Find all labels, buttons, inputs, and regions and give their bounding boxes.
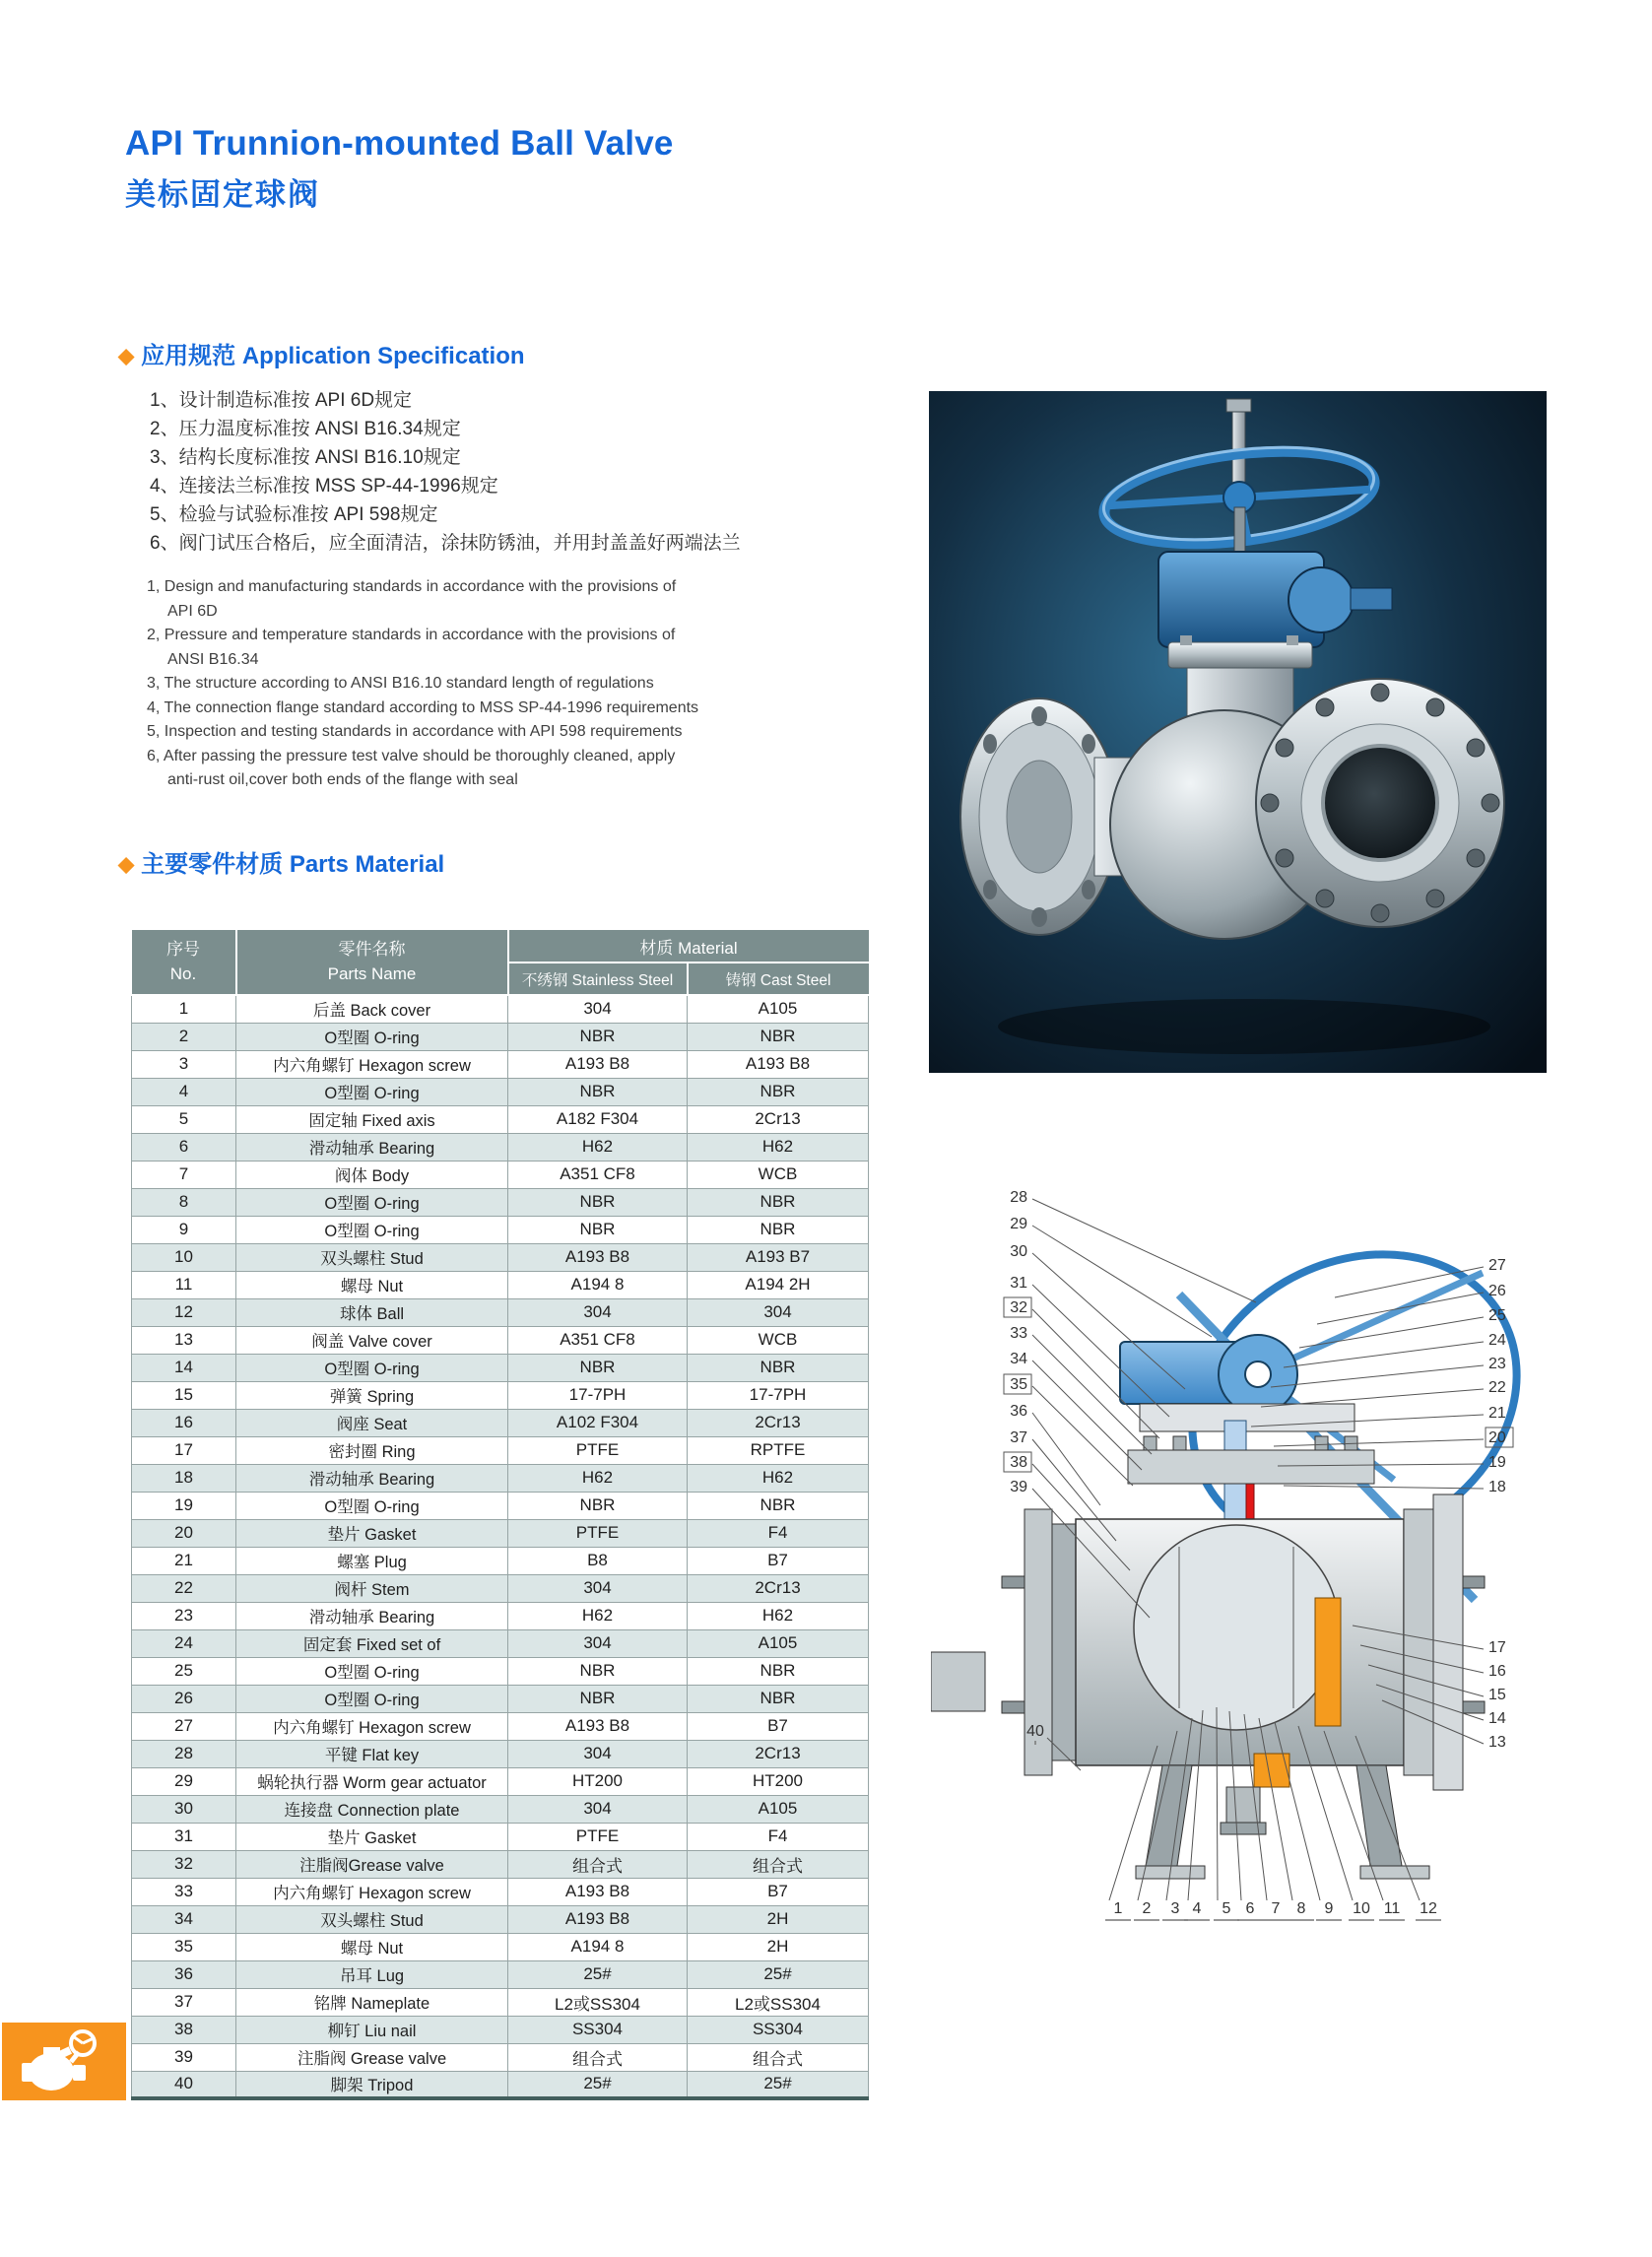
application-spec-item-en: 4, The connection flange standard according to MSS SP-44-1996 requirements xyxy=(147,698,699,716)
material-stainless: 17-7PH xyxy=(508,1381,688,1409)
material-cast: H62 xyxy=(688,1464,869,1492)
part-no: 6 xyxy=(132,1133,236,1161)
parts-table-row xyxy=(132,2043,869,2071)
column-header-stainless-steel: 不绣钢 Stainless Steel xyxy=(508,963,688,995)
material-cast: NBR xyxy=(688,1023,869,1050)
diagram-callout: 3 xyxy=(1170,1900,1180,1917)
material-cast: H62 xyxy=(688,1133,869,1161)
material-stainless: H62 xyxy=(508,1602,688,1629)
diagram-callout: 16 xyxy=(1488,1663,1506,1680)
part-no: 1 xyxy=(132,995,236,1023)
diagram-callout: 14 xyxy=(1488,1710,1506,1727)
diagram-callout: 15 xyxy=(1488,1687,1506,1703)
material-stainless: 组合式 xyxy=(508,2043,688,2071)
part-name: 内六角螺钉 Hexagon screw xyxy=(236,1050,508,1078)
material-cast: RPTFE xyxy=(688,1436,869,1464)
material-stainless: PTFE xyxy=(508,1823,688,1850)
parts-table-row xyxy=(132,1354,869,1381)
parts-table-row xyxy=(132,1629,869,1657)
part-no: 35 xyxy=(132,1933,236,1960)
part-no: 34 xyxy=(132,1905,236,1933)
part-name: 阀盖 Valve cover xyxy=(236,1326,508,1354)
material-cast: 组合式 xyxy=(688,2043,869,2071)
parts-table-row xyxy=(132,1823,869,1850)
part-name: 双头螺柱 Stud xyxy=(236,1905,508,1933)
material-stainless: NBR xyxy=(508,1188,688,1216)
material-cast: B7 xyxy=(688,1712,869,1740)
material-stainless: PTFE xyxy=(508,1436,688,1464)
part-name: 固定轴 Fixed axis xyxy=(236,1105,508,1133)
application-spec-item-en: 3, The structure according to ANSI B16.10 standard length of regulations xyxy=(147,675,654,692)
diagram-callout: 37 xyxy=(1010,1429,1027,1446)
part-name: 内六角螺钉 Hexagon screw xyxy=(236,1878,508,1905)
diagram-callout: 29 xyxy=(1010,1216,1027,1232)
material-cast: HT200 xyxy=(688,1767,869,1795)
part-name: 铭牌 Nameplate xyxy=(236,1988,508,2016)
application-spec-list-en xyxy=(147,575,700,793)
column-header-no-zh: 序号 xyxy=(166,939,200,959)
material-cast: 2Cr13 xyxy=(688,1105,869,1133)
parts-table-row xyxy=(132,1712,869,1740)
diagram-callout: 24 xyxy=(1488,1332,1506,1349)
parts-table-row xyxy=(132,1657,869,1685)
part-name: 阀杆 Stem xyxy=(236,1574,508,1602)
material-stainless: HT200 xyxy=(508,1767,688,1795)
material-cast: F4 xyxy=(688,1823,869,1850)
part-name: O型圈 O-ring xyxy=(236,1354,508,1381)
part-no: 24 xyxy=(132,1629,236,1657)
diagram-callout: 23 xyxy=(1488,1356,1506,1372)
parts-table-row xyxy=(132,1602,869,1629)
diagram-callout: 32 xyxy=(1010,1299,1027,1316)
parts-table-row xyxy=(132,1409,869,1436)
part-no: 19 xyxy=(132,1492,236,1519)
parts-table-row xyxy=(132,1050,869,1078)
part-no: 18 xyxy=(132,1464,236,1492)
material-cast: A194 2H xyxy=(688,1271,869,1298)
part-no: 25 xyxy=(132,1657,236,1685)
section-diagram xyxy=(931,1155,1542,1987)
part-name: O型圈 O-ring xyxy=(236,1657,508,1685)
material-cast: B7 xyxy=(688,1878,869,1905)
material-cast: L2或SS304 xyxy=(688,1988,869,2016)
parts-table-row xyxy=(132,1078,869,1105)
part-name: 滑动轴承 Bearing xyxy=(236,1602,508,1629)
material-stainless: NBR xyxy=(508,1023,688,1050)
ball-valve-silhouette-icon xyxy=(2,2023,126,2100)
parts-table-row xyxy=(132,1464,869,1492)
column-header-parts-name xyxy=(236,930,508,995)
application-spec-item-en: 5, Inspection and testing standards in accordance with API 598 requirements xyxy=(147,723,683,740)
page-title: API Trunnion-mounted Ball Valve xyxy=(125,124,674,163)
material-stainless: A193 B8 xyxy=(508,1050,688,1078)
part-name: 蜗轮执行器 Worm gear actuator xyxy=(236,1767,508,1795)
material-stainless: NBR xyxy=(508,1354,688,1381)
parts-table-row xyxy=(132,1933,869,1960)
part-no: 14 xyxy=(132,1354,236,1381)
material-stainless: 304 xyxy=(508,1795,688,1823)
part-no: 5 xyxy=(132,1105,236,1133)
parts-table-row xyxy=(132,1850,869,1878)
diagram-callout: 28 xyxy=(1010,1189,1027,1206)
diagram-callout: 34 xyxy=(1010,1351,1027,1367)
part-name: 螺母 Nut xyxy=(236,1933,508,1960)
logo-badge xyxy=(2,2023,126,2100)
part-name: 弹簧 Spring xyxy=(236,1381,508,1409)
diagram-callout: 22 xyxy=(1488,1379,1506,1396)
material-stainless: A182 F304 xyxy=(508,1105,688,1133)
material-cast: 2H xyxy=(688,1905,869,1933)
material-stainless: NBR xyxy=(508,1078,688,1105)
part-name: 滑动轴承 Bearing xyxy=(236,1133,508,1161)
material-cast: WCB xyxy=(688,1161,869,1188)
material-cast: A193 B7 xyxy=(688,1243,869,1271)
diagram-callout: 26 xyxy=(1488,1283,1506,1299)
material-stainless: A351 CF8 xyxy=(508,1161,688,1188)
part-no: 23 xyxy=(132,1602,236,1629)
material-cast: A105 xyxy=(688,1795,869,1823)
part-name: 脚架 Tripod xyxy=(236,2071,508,2098)
diagram-callout: 38 xyxy=(1010,1454,1027,1471)
parts-table-row xyxy=(132,1988,869,2016)
diagram-callout: 19 xyxy=(1488,1454,1506,1471)
material-stainless: A193 B8 xyxy=(508,1905,688,1933)
product-photo xyxy=(929,391,1547,1073)
parts-table-row xyxy=(132,1381,869,1409)
material-stainless: A351 CF8 xyxy=(508,1326,688,1354)
material-stainless: B8 xyxy=(508,1547,688,1574)
part-no: 2 xyxy=(132,1023,236,1050)
application-spec-item-en: 1, Design and manufacturing standards in accordance with the provisions of API 6D xyxy=(147,578,677,620)
application-spec-item-zh: 6、阀门试压合格后，应全面清洁，涂抹防锈油，并用封盖盖好两端法兰 xyxy=(150,533,741,554)
application-spec-heading-label: 应用规范 Application Specification xyxy=(141,343,525,369)
diagram-callout: 31 xyxy=(1010,1275,1027,1292)
part-no: 8 xyxy=(132,1188,236,1216)
part-no: 31 xyxy=(132,1823,236,1850)
part-no: 40 xyxy=(132,2071,236,2098)
material-stainless: 组合式 xyxy=(508,1850,688,1878)
column-header-no xyxy=(132,930,236,995)
part-name: 注脂阀 Grease valve xyxy=(236,2043,508,2071)
material-cast: 2Cr13 xyxy=(688,1740,869,1767)
material-cast: NBR xyxy=(688,1354,869,1381)
part-no: 32 xyxy=(132,1850,236,1878)
part-no: 10 xyxy=(132,1243,236,1271)
column-header-no-en: No. xyxy=(169,963,197,983)
material-cast: WCB xyxy=(688,1326,869,1354)
material-cast: F4 xyxy=(688,1519,869,1547)
part-no: 36 xyxy=(132,1960,236,1988)
application-spec-item-en: 6, After passing the pressure test valve should be thoroughly cleaned, apply anti-rust oil,cover both ends of the flange with seal xyxy=(147,747,676,788)
parts-table-row xyxy=(132,1574,869,1602)
parts-table-row xyxy=(132,1878,869,1905)
material-stainless: A102 F304 xyxy=(508,1409,688,1436)
part-name: 垫片 Gasket xyxy=(236,1823,508,1850)
part-no: 17 xyxy=(132,1436,236,1464)
diagram-callout: 10 xyxy=(1353,1900,1370,1917)
material-cast: NBR xyxy=(688,1657,869,1685)
material-cast: H62 xyxy=(688,1602,869,1629)
diamond-icon: ◆ xyxy=(118,345,135,367)
part-name: 球体 Ball xyxy=(236,1298,508,1326)
diagram-callout: 8 xyxy=(1296,1900,1306,1917)
diagram-callout: 20 xyxy=(1488,1429,1506,1446)
material-cast: 17-7PH xyxy=(688,1381,869,1409)
material-cast: 2H xyxy=(688,1933,869,1960)
part-no: 11 xyxy=(132,1271,236,1298)
part-name: 密封圈 Ring xyxy=(236,1436,508,1464)
parts-table-row xyxy=(132,1133,869,1161)
parts-table-row xyxy=(132,1188,869,1216)
part-no: 21 xyxy=(132,1547,236,1574)
column-header-name-zh: 零件名称 xyxy=(338,939,406,959)
parts-table-row xyxy=(132,1519,869,1547)
parts-table-row xyxy=(132,2016,869,2043)
parts-table-row xyxy=(132,1105,869,1133)
application-spec-item-zh: 5、检验与试验标准按 API 598规定 xyxy=(150,504,438,525)
material-stainless: A193 B8 xyxy=(508,1243,688,1271)
material-cast: 25# xyxy=(688,1960,869,1988)
diagram-callout: 2 xyxy=(1142,1900,1152,1917)
material-cast: NBR xyxy=(688,1188,869,1216)
parts-table-row xyxy=(132,1685,869,1712)
part-no: 7 xyxy=(132,1161,236,1188)
parts-table-row xyxy=(132,1767,869,1795)
diagram-callout: 27 xyxy=(1488,1257,1506,1274)
diagram-callout: 30 xyxy=(1010,1243,1027,1260)
parts-table-row xyxy=(132,1216,869,1243)
material-cast: NBR xyxy=(688,1685,869,1712)
part-no: 33 xyxy=(132,1878,236,1905)
parts-table-row xyxy=(132,2071,869,2098)
application-spec-item-zh: 4、连接法兰标准按 MSS SP-44-1996规定 xyxy=(150,476,498,497)
material-cast: 2Cr13 xyxy=(688,1409,869,1436)
material-stainless: 304 xyxy=(508,1740,688,1767)
material-cast: NBR xyxy=(688,1216,869,1243)
part-name: 后盖 Back cover xyxy=(236,995,508,1023)
part-name: 阀体 Body xyxy=(236,1161,508,1188)
material-stainless: PTFE xyxy=(508,1519,688,1547)
parts-table-row xyxy=(132,1023,869,1050)
parts-table-row xyxy=(132,1547,869,1574)
material-cast: 304 xyxy=(688,1298,869,1326)
material-stainless: H62 xyxy=(508,1464,688,1492)
material-stainless: A193 B8 xyxy=(508,1712,688,1740)
diagram-callout: 11 xyxy=(1383,1900,1401,1917)
application-spec-heading xyxy=(118,336,525,370)
part-no: 16 xyxy=(132,1409,236,1436)
diagram-callout: 35 xyxy=(1010,1376,1027,1393)
material-stainless: SS304 xyxy=(508,2016,688,2043)
parts-table-row xyxy=(132,1298,869,1326)
material-stainless: 304 xyxy=(508,1298,688,1326)
parts-table-row xyxy=(132,1795,869,1823)
material-cast: 25# xyxy=(688,2071,869,2098)
diagram-callout: 6 xyxy=(1245,1900,1255,1917)
material-cast: 组合式 xyxy=(688,1850,869,1878)
column-header-cast-steel: 铸钢 Cast Steel xyxy=(688,963,869,995)
material-cast: A193 B8 xyxy=(688,1050,869,1078)
part-name: O型圈 O-ring xyxy=(236,1685,508,1712)
parts-table-row xyxy=(132,1271,869,1298)
material-stainless: 304 xyxy=(508,995,688,1023)
part-name: O型圈 O-ring xyxy=(236,1492,508,1519)
material-stainless: 304 xyxy=(508,1574,688,1602)
material-stainless: 25# xyxy=(508,2071,688,2098)
part-name: 平键 Flat key xyxy=(236,1740,508,1767)
material-stainless: NBR xyxy=(508,1216,688,1243)
diagram-callout: 4 xyxy=(1192,1900,1202,1917)
part-no: 12 xyxy=(132,1298,236,1326)
part-name: 螺塞 Plug xyxy=(236,1547,508,1574)
part-name: 吊耳 Lug xyxy=(236,1960,508,1988)
part-name: 柳钉 Liu nail xyxy=(236,2016,508,2043)
diagram-callout: 9 xyxy=(1324,1900,1334,1917)
part-name: 注脂阀Grease valve xyxy=(236,1850,508,1878)
material-cast: 2Cr13 xyxy=(688,1574,869,1602)
part-no: 26 xyxy=(132,1685,236,1712)
material-cast: A105 xyxy=(688,995,869,1023)
part-no: 27 xyxy=(132,1712,236,1740)
diagram-callout: 5 xyxy=(1222,1900,1231,1917)
parts-table-row xyxy=(132,1436,869,1464)
parts-table-row xyxy=(132,1243,869,1271)
part-name: 内六角螺钉 Hexagon screw xyxy=(236,1712,508,1740)
part-name: 双头螺柱 Stud xyxy=(236,1243,508,1271)
material-stainless: H62 xyxy=(508,1133,688,1161)
material-stainless: NBR xyxy=(508,1492,688,1519)
parts-table-row xyxy=(132,1960,869,1988)
parts-material-table xyxy=(131,930,869,2100)
part-no: 29 xyxy=(132,1767,236,1795)
part-no: 20 xyxy=(132,1519,236,1547)
part-no: 15 xyxy=(132,1381,236,1409)
diagram-callout: 39 xyxy=(1010,1479,1027,1495)
column-header-material: 材质 Material xyxy=(508,930,869,963)
diagram-callout: 33 xyxy=(1010,1325,1027,1342)
material-cast: SS304 xyxy=(688,2016,869,2043)
parts-table-row xyxy=(132,1326,869,1354)
part-no: 4 xyxy=(132,1078,236,1105)
page-title-chinese: 美标固定球阀 xyxy=(125,177,320,212)
part-no: 30 xyxy=(132,1795,236,1823)
part-name: O型圈 O-ring xyxy=(236,1216,508,1243)
part-name: 连接盘 Connection plate xyxy=(236,1795,508,1823)
part-no: 3 xyxy=(132,1050,236,1078)
diagram-callout: 12 xyxy=(1420,1900,1437,1917)
parts-table-row xyxy=(132,995,869,1023)
part-no: 22 xyxy=(132,1574,236,1602)
column-header-name-en: Parts Name xyxy=(327,963,417,983)
material-stainless: 304 xyxy=(508,1629,688,1657)
diagram-callout: 21 xyxy=(1488,1405,1506,1422)
title-block xyxy=(125,124,674,214)
part-no: 38 xyxy=(132,2016,236,2043)
part-name: O型圈 O-ring xyxy=(236,1188,508,1216)
material-stainless: L2或SS304 xyxy=(508,1988,688,2016)
part-name: 垫片 Gasket xyxy=(236,1519,508,1547)
application-spec-item-zh: 1、设计制造标准按 API 6D规定 xyxy=(150,390,413,411)
diagram-callout: 18 xyxy=(1488,1479,1506,1495)
part-no: 37 xyxy=(132,1988,236,2016)
material-stainless: NBR xyxy=(508,1657,688,1685)
part-name: 螺母 Nut xyxy=(236,1271,508,1298)
diagram-callout: 40 xyxy=(1026,1723,1044,1740)
parts-table-row xyxy=(132,1492,869,1519)
diamond-icon: ◆ xyxy=(118,853,135,876)
application-spec-item-zh: 3、结构长度标准按 ANSI B16.10规定 xyxy=(150,447,461,468)
application-spec-item-zh: 2、压力温度标准按 ANSI B16.34规定 xyxy=(150,419,461,439)
parts-table-row xyxy=(132,1905,869,1933)
material-cast: NBR xyxy=(688,1078,869,1105)
diagram-callout: 17 xyxy=(1488,1639,1506,1656)
application-spec-list-zh xyxy=(150,386,879,558)
part-name: O型圈 O-ring xyxy=(236,1078,508,1105)
parts-material-heading xyxy=(118,844,444,879)
part-no: 39 xyxy=(132,2043,236,2071)
diagram-callout: 7 xyxy=(1271,1900,1281,1917)
diagram-callout: 36 xyxy=(1010,1403,1027,1420)
material-stainless: A194 8 xyxy=(508,1933,688,1960)
material-stainless: A194 8 xyxy=(508,1271,688,1298)
diagram-callout: 25 xyxy=(1488,1307,1506,1324)
parts-table-row xyxy=(132,1161,869,1188)
part-name: O型圈 O-ring xyxy=(236,1023,508,1050)
diagram-callout: 13 xyxy=(1488,1734,1506,1751)
part-no: 9 xyxy=(132,1216,236,1243)
material-stainless: NBR xyxy=(508,1685,688,1712)
diagram-callout: 1 xyxy=(1113,1900,1123,1917)
part-name: 阀座 Seat xyxy=(236,1409,508,1436)
material-cast: B7 xyxy=(688,1547,869,1574)
parts-table-row xyxy=(132,1740,869,1767)
parts-material-heading-label: 主要零件材质 Parts Material xyxy=(141,851,445,878)
material-stainless: 25# xyxy=(508,1960,688,1988)
part-no: 28 xyxy=(132,1740,236,1767)
part-name: 滑动轴承 Bearing xyxy=(236,1464,508,1492)
material-stainless: A193 B8 xyxy=(508,1878,688,1905)
material-cast: A105 xyxy=(688,1629,869,1657)
part-name: 固定套 Fixed set of xyxy=(236,1629,508,1657)
application-spec-item-en: 2, Pressure and temperature standards in accordance with the provisions of ANSI B16.34 xyxy=(147,627,676,668)
material-cast: NBR xyxy=(688,1492,869,1519)
part-no: 13 xyxy=(132,1326,236,1354)
